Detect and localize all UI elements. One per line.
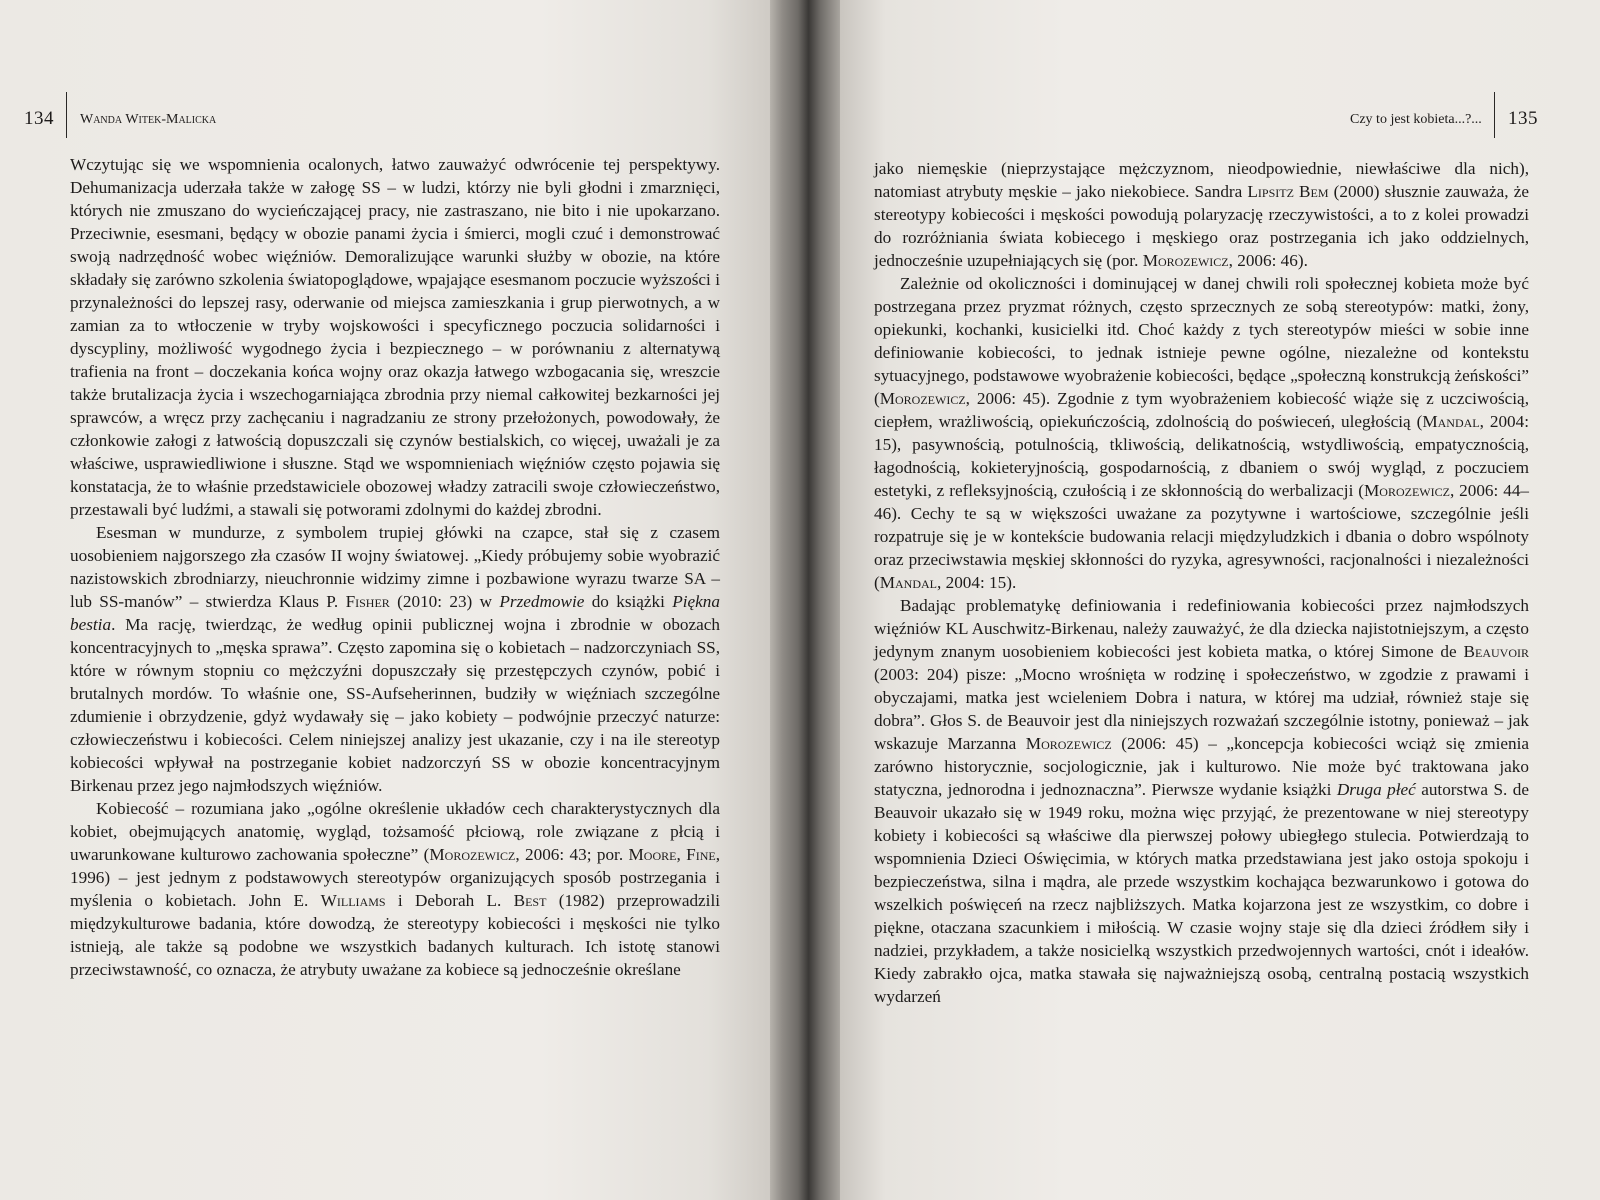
text-segment: (2006: 45) – „koncepcja kobiecości wciąż się zmienia zarówno historycznie, socjologicznie, jak i kulturowo. Nie może być traktowana jako statyczna, jednorodna i jednoznaczna”. Pierwsze wydanie książki — [874, 734, 1529, 799]
author-name: Lipsitz Bem — [1247, 182, 1329, 201]
text-segment: , 2006: 44–46). Cechy te są w większości uważane za pozytywne i wartościowe, szczególnie jeśli rozpatruje się je w kontekście budowania relacji międzyludzkich i dbania o dobro wspólnoty oraz przeciwstawia męskiej skłonności do ryzyka, agresywności, racjonalności i niezależności ( — [874, 481, 1530, 592]
text-segment: . Ma rację, twierdząc, że według opinii publicznej wojna i zbrodnie w obozach koncentracyjnych to „męska sprawa”. Często zapomina się o kobietach – nadzorczyniach SS, które w równym stopniu co mężczyźni dopuszczały się przestępczych czynów, pobić i brutalnych mordów. To właśnie one, SS-Aufseherinnen, budziły w więźniach szczególne zdumienie i obrzydzenie, gdyż wydawały się – jako kobiety – podwójnie przeczyć naturze: człowieczeństwu i kobiecości. Celem niniejszej analizy jest ukazanie, czy i na ile stereotyp kobiecości wpływał na postrzeganie kobiet nadzorczyń SS w obozie koncentracyjnym Birkenau przez jego najmłodszych więźniów. — [70, 615, 720, 795]
author-name: Moore — [628, 845, 677, 864]
right-page — [840, 0, 1600, 1200]
left-running-head: Wanda Witek-Malicka — [80, 112, 217, 127]
book-title: Piękna bestia — [70, 592, 720, 634]
left-header-rule — [66, 92, 67, 138]
text-segment: Wczytując się we wspomnienia ocalonych, łatwo zauważyć odwrócenie tej perspektywy. Dehumanizacja uderzała także w załogę SS – w ludzi, którzy nie byli głodni i zmarznięci, których nie zmuszano do wycieńczającej pracy, nie zastraszano, nie bito i nie upokarzano. Przeciwnie, esesmani, będący w obozie panami życia i śmierci, mogli czuć i demonstrować swoją nadrzędność wobec więźniów. Demoralizujące warunki służby w obozie, na które składały się zarówno szkolenia światopoglądowe, wpajające esesmanom poczucie wyższości i przynależności do lepszej rasy, oderwanie od miejsca zamieszkania i grup pierwotnych, a w zamian za to wtłoczenie w tryby wojskowości i specyficznego poczucia solidarności i dyscypliny, możliwość wygodnego życia i bezpiecznego – w porównaniu z alternatywą trafienia na front – doczekania końca wojny oraz okazja łatwego wzbogacania się, wreszcie także brutalizacja życia i wszechogarniająca zbrodnia przy niemal całkowitej bezkarności jej sprawców, a wręcz przy zachęcaniu i nagradzaniu ze strony przełożonych, powodowały, że członkowie załogi z łatwością dopuszczali się czynów bestialskich, co więcej, uważali je za właściwe, usprawiedliwione i słuszne. Stąd we wspomnieniach więźniów często pojawia się konstatacja, że to właśnie przedstawiciele obozowej władzy zatracili swoje człowieczeństwo, przestawali być ludźmi, a stawali się potworami zdolnymi do każdej zbrodni. — [70, 155, 720, 519]
book-title: Przedmowie — [499, 592, 585, 611]
text-segment: jako niemęskie (nieprzystające mężczyznom, nieodpowiednie, niewłaściwe dla nich), natomiast atrybuty męskie – jako niekobiece. Sandra — [874, 159, 1529, 201]
text-segment: i Deborah L. — [385, 891, 514, 910]
author-name: Morozewicz — [879, 389, 966, 408]
right-page-number: 135 — [1508, 108, 1538, 129]
author-name: Mandal — [879, 573, 938, 592]
text-segment: (2010: 23) w — [389, 592, 500, 611]
text-segment: Badając problematykę definiowania i redefiniowania kobiecości przez najmłodszych więźniów KL Auschwitz-Birkenau, należy zauważyć, że dla dziecka najistotniejszym, a często jedynym znanym uosobieniem kobiecości jest kobieta matka, o której Simone de — [874, 596, 1529, 661]
text-segment: (2003: 204) pisze: „Mocno wrośnięta w rodzinę i społeczeństwo, w zgodzie z prawami i obyczajami, matka jest wcieleniem Dobra i natura, w której ma udział, również staje się dobra”. Głos S. de Beauvoir jest dla niniejszych rozważań szczególnie istotny, ponieważ – jak wskazuje Marzanna — [874, 665, 1529, 753]
author-name: Morozewicz — [1364, 481, 1450, 500]
paragraph — [70, 521, 720, 797]
author-name: Morozewicz — [1142, 251, 1229, 270]
right-header-rule — [1494, 92, 1495, 138]
paragraph — [70, 153, 720, 521]
author-name: Beauvoir — [1463, 642, 1529, 661]
text-segment: Zależnie od okoliczności i dominującej w danej chwili roli społecznej kobieta może być postrzegana przez pryzmat różnych, często sprzecznych ze sobą stereotypów: matki, żony, opiekunki, kochanki, kusicielki itd. Choć każdy z tych stereotypów mieści w sobie inne definiowanie kobiecości, to jednak istnieje pewne ogólne, niezależne od kontekstu sytuacyjnego, podstawowe wyobrażenie kobiecości, będące „społeczną konstrukcją żeńskości” ( — [874, 274, 1529, 408]
left-page-number: 134 — [24, 108, 54, 129]
author-name: Fine — [686, 845, 716, 864]
text-segment: (1982) przeprowadzili międzykulturowe badania, które dowodzą, że stereotypy kobiecości i męskości nie tylko istnieją, ale także są podobne we wszystkich badanych kulturach. Ich istotę stanowi przeciwstawność, co oznacza, że atrybuty uważane za kobiece są jednocześnie określane — [70, 891, 720, 979]
text-segment: , 2004: 15). — [937, 573, 1017, 592]
right-body-text — [874, 157, 1529, 1008]
text-segment: , — [676, 845, 687, 864]
author-name: Morozewicz — [429, 845, 516, 864]
text-segment: Kobiecość – rozumiana jako „ogólne określenie układów cech charakterystycznych dla kobiet, obejmujących anatomię, wygląd, tożsamość płciową, role związane z płcią i uwarunkowane kulturowo zachowania społeczne” ( — [70, 799, 720, 864]
right-running-head: Czy to jest kobieta...?... — [1350, 112, 1482, 127]
author-name: Best — [513, 891, 547, 910]
text-segment: , 1996) – jest jednym z podstawowych stereotypów organizujących sposób postrzegania i myślenia o kobietach. John E. — [70, 845, 721, 910]
book-gutter — [770, 0, 840, 1200]
author-name: Mandal — [1422, 412, 1480, 431]
author-name: Fisher — [345, 592, 390, 611]
text-segment: autorstwa S. de Beauvoir ukazało się w 1949 roku, można więc przyjąć, że prezentowane w niej stereotypy kobiety i kobiecości są właściwe dla pierwszej połowy ubiegłego stulecia. Potwierdzają to wspomnienia Dzieci Oświęcimia, w których matka przedstawiana jest jako ostoja spokoju i bezpieczeństwa, silna i mądra, ale przede wszystkim kochająca bezwarunkowo i gotowa do wszelkich poświęceń na rzecz najbliższych. Matka kojarzona jest ze wszystkim, co dobre i piękne, otaczana szacunkiem i miłością. W czasie wojny staje się dla dzieci źródłem siły i nadziei, przykładem, a także nosicielką wszystkich przedwojennych wartości, cnót i ideałów. Kiedy zabrakło ojca, matka stawała się najważniejszą osobą, centralną postacią wszystkich wydarzeń — [874, 780, 1529, 1006]
paragraph — [874, 272, 1529, 594]
text-segment: , 2004: 15), pasywnością, potulnością, tkliwością, delikatnością, wstydliwością, empatycznością, łagodnością, kokieteryjnością, gospodarnością, z dbaniem o swój wygląd, z poczuciem estetyki, z refleksyjnością, czułością i ze skłonnością do werbalizacji ( — [874, 412, 1529, 500]
text-segment: Esesman w mundurze, z symbolem trupiej główki na czapce, stał się z czasem uosobieniem najgorszego zła czasów II wojny światowej. „Kiedy próbujemy sobie wyobrazić nazistowskich zbrodniarzy, nieuchronnie widzimy zimne i pozbawione wyrazu twarze SA – lub SS-manów” – stwierdza Klaus P. — [70, 523, 720, 611]
text-segment: , 2006: 46). — [1228, 251, 1308, 270]
left-body-text — [70, 153, 720, 981]
book-title: Druga płeć — [1336, 780, 1416, 799]
text-segment: (2000) słusznie zauważa, że stereotypy kobiecości i męskości powodują polaryzację rzeczywistości, a to z kolei prowadzi do rozróżniania świata kobiecego i męskiego oraz postrzegania ich jako oddzielnych, jednocześnie uzupełniających się (por. — [874, 182, 1529, 270]
text-segment: do książki — [584, 592, 673, 611]
paragraph — [874, 594, 1529, 1008]
left-page — [0, 0, 770, 1200]
text-segment: , 2006: 43; por. — [515, 845, 629, 864]
author-name: Williams — [320, 891, 386, 910]
paragraph — [70, 797, 720, 981]
paragraph — [874, 157, 1529, 272]
text-segment: , 2006: 45). Zgodnie z tym wyobrażeniem kobiecość wiąże się z uczciwością, ciepłem, wrażliwością, opiekuńczością, zdolnością do poświeceń, uległością ( — [874, 389, 1529, 431]
author-name: Morozewicz — [1025, 734, 1112, 753]
